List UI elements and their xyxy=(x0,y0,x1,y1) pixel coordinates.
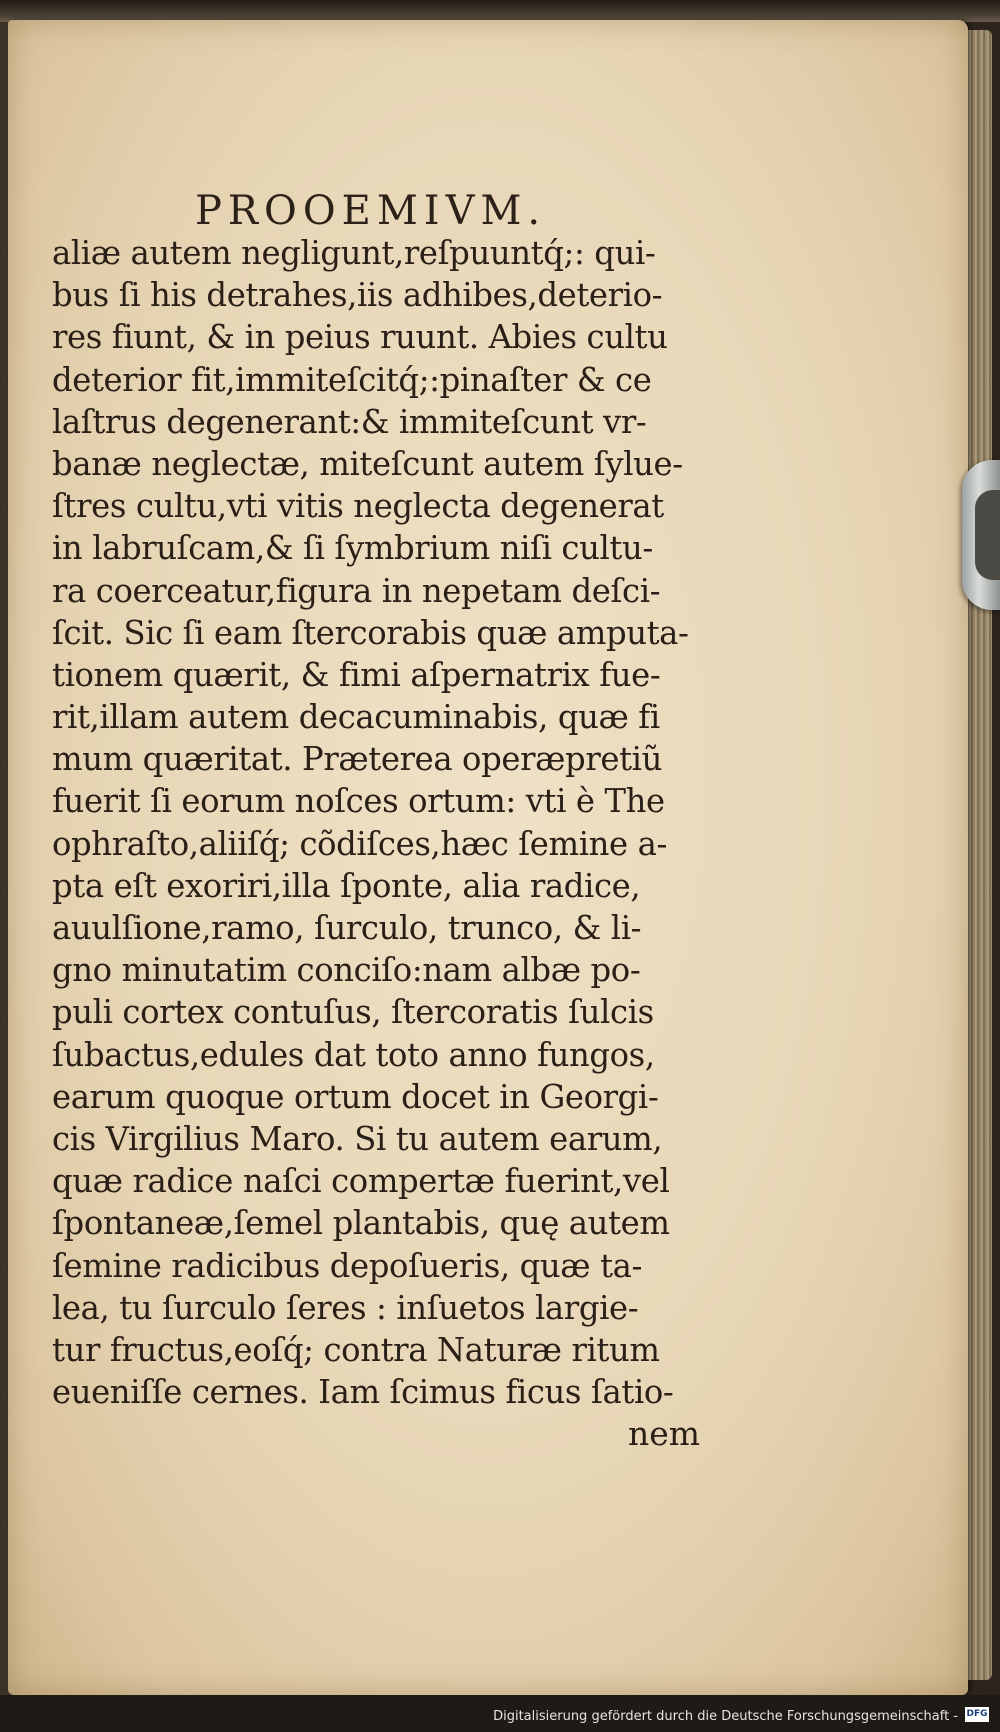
text-line: bus ſi his detrahes,iis adhibes,deterio- xyxy=(52,275,663,315)
text-line: puli cortex contuſus, ſtercoratis ſulcis xyxy=(52,992,654,1032)
text-line: res fiunt, & in peius ruunt. Abies cultu xyxy=(52,317,668,357)
text-line: auulſione,ramo, ſurculo, trunco, & li- xyxy=(52,908,642,947)
book-top-edge xyxy=(0,0,1000,22)
text-line: earum quoque ortum docet in Georgi- xyxy=(52,1076,659,1116)
text-line: ophraſto,aliiſq́; cõdiſces,hæc ſemine a- xyxy=(52,823,667,863)
text-line: fuerit ſi eorum noſces ortum: vti è The xyxy=(52,781,665,821)
text-line: mum quæritat. Præterea operæpretiũ xyxy=(52,739,662,779)
text-line: eueniſſe cernes. Iam ſcimus ficus ſatio- xyxy=(52,1372,674,1412)
text-line: quæ radice naſci compertæ fuerint,vel xyxy=(52,1161,670,1201)
text-line: pta eſt exoriri,illa ſponte, alia radice, xyxy=(52,865,641,905)
text-line: tionem quærit, & fimi aſpernatrix fue- xyxy=(52,654,661,694)
text-line: ra coerceatur,figura in nepetam deſci- xyxy=(52,570,661,610)
text-line: rit,illam autem decacuminabis, quæ fi xyxy=(52,697,660,737)
text-line: ſemine radicibus depoſueris, quæ ta- xyxy=(52,1245,643,1285)
text-line: in labruſcam,& ſi ſymbrium niſi cultu- xyxy=(52,528,653,568)
text-line: aliæ autem negligunt,reſpuuntq́;: qui- xyxy=(52,233,656,272)
text-line: ſtres cultu,vti vitis neglecta degenerat xyxy=(52,486,664,526)
text-line: ſcit. Sic ſi eam ſtercorabis quæ amputa- xyxy=(52,612,689,652)
digitization-credit: Digitalisierung gefördert durch die Deutsche Forschungsgemeinschaft - xyxy=(493,1709,958,1724)
text-line: laſtrus degenerant:& immiteſcunt vr- xyxy=(52,401,647,441)
text-line: ſpontaneæ,ſemel plantabis, quę autem xyxy=(52,1203,670,1243)
clip-shadow xyxy=(975,490,1000,580)
text-line: deterior fit,immiteſcitq́;:pinaſter & ce xyxy=(52,359,652,399)
text-line: banæ neglectæ, miteſcunt autem ſylue- xyxy=(52,443,683,483)
body-text xyxy=(52,232,732,1413)
text-line: ſubactus,edules dat toto anno fungos, xyxy=(52,1034,655,1074)
page-heading: PROOEMIVM. xyxy=(195,188,547,234)
catchword: nem xyxy=(628,1414,701,1453)
text-line: gno minutatim conciſo:nam albæ po- xyxy=(52,950,641,990)
text-line: lea, tu ſurculo ſeres : inſuetos largie- xyxy=(52,1287,639,1327)
text-line: tur fructus,eoſq́; contra Naturæ ritum xyxy=(52,1329,660,1369)
dfg-logo: DFG xyxy=(965,1707,989,1722)
text-line: cis Virgilius Maro. Si tu autem earum, xyxy=(52,1118,663,1158)
